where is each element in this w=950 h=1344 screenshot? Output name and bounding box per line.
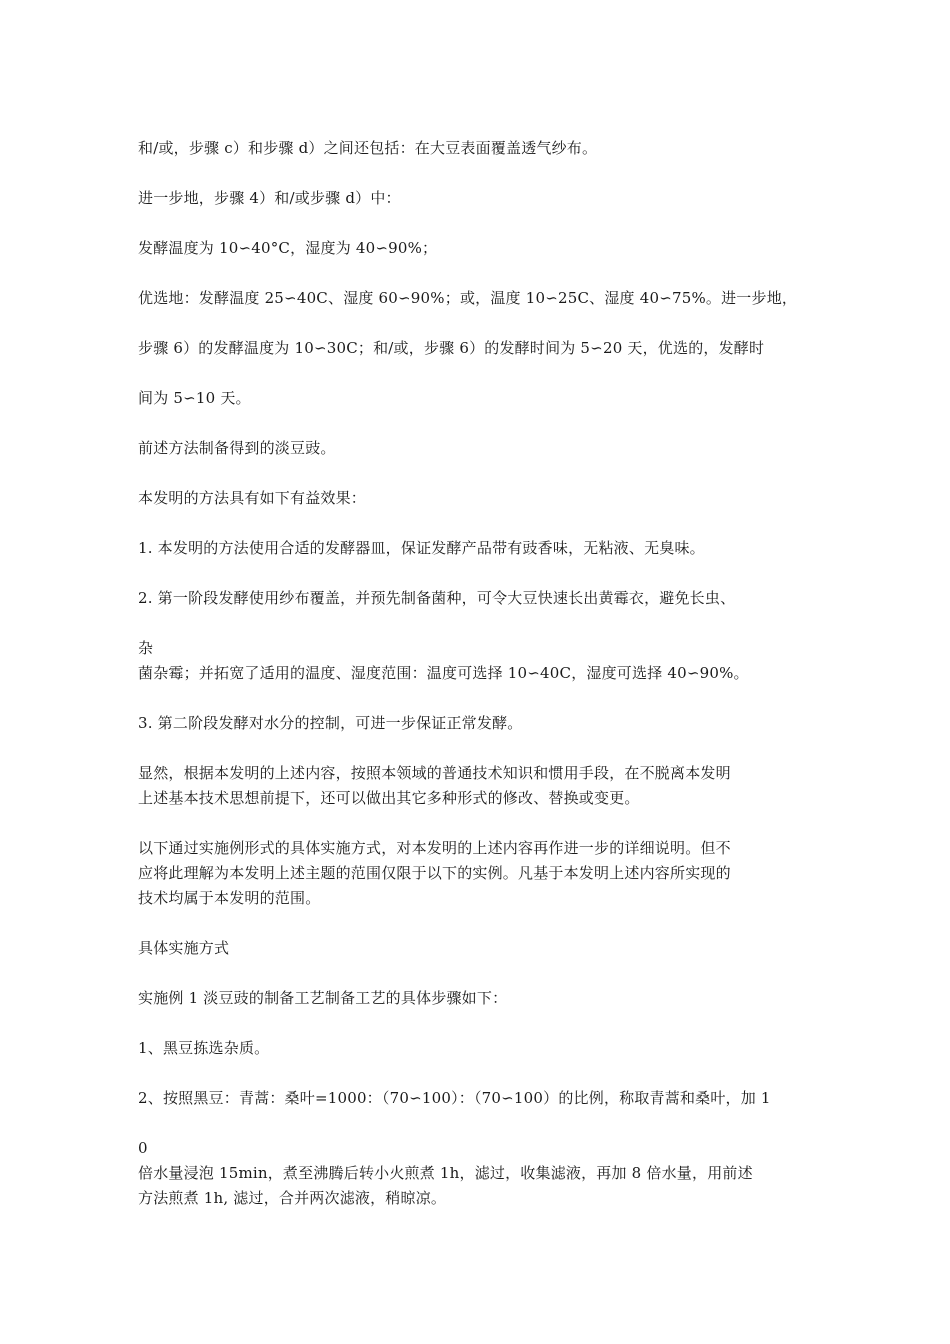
text-line: 前述方法制备得到的淡豆豉。 (138, 439, 336, 457)
text-line: 倍水量浸泡 15min，煮至沸腾后转小火煎煮 1h，滤过，收集滤液，再加 8 倍水量，用前述 (138, 1164, 753, 1182)
text-line: 进一步地，步骤 4）和/或步骤 d）中： (138, 189, 401, 207)
text-line: 上述基本技术思想前提下，还可以做出其它多种形式的修改、替换或变更。 (138, 789, 640, 807)
text-line: 技术均属于本发明的范围。 (138, 889, 321, 907)
list-item: 2. 第一阶段发酵使用纱布覆盖，并预先制备菌种，可令大豆快速长出黄霉衣，避免长虫、 (138, 589, 736, 607)
list-item: 1、黑豆拣选杂质。 (138, 1039, 270, 1057)
list-item: 1. 本发明的方法使用合适的发酵器皿，保证发酵产品带有豉香味，无粘液、无臭味。 (138, 539, 705, 557)
text-line: 杂 (138, 639, 154, 657)
text-line: 发酵温度为 10∽40°C，湿度为 40∽90%； (138, 239, 438, 257)
list-item: 3. 第二阶段发酵对水分的控制，可进一步保证正常发酵。 (138, 714, 523, 732)
text-line: 显然，根据本发明的上述内容，按照本领域的普通技术知识和惯用手段，在不脱离本发明 (138, 764, 731, 782)
text-line: 和/或，步骤 c）和步骤 d）之间还包括：在大豆表面覆盖透气纱布。 (138, 139, 598, 157)
text-line: 0 (138, 1139, 148, 1157)
text-line: 方法煎煮 1h, 滤过，合并两次滤液，稍晾凉。 (138, 1189, 447, 1207)
text-line: 应将此理解为本发明上述主题的范围仅限于以下的实例。凡基于本发明上述内容所实现的 (138, 864, 731, 882)
list-item: 2、按照黑豆：青蒿：桑叶=1000：（70∽100）：（70∽100）的比例，称取青蒿和桑叶，加 1 (138, 1089, 771, 1107)
text-line: 以下通过实施例形式的具体实施方式，对本发明的上述内容再作进一步的详细说明。但不 (138, 839, 731, 857)
text-line: 优选地：发酵温度 25∽40C、湿度 60∽90%；或，温度 10∽25C、湿度 40∽75%。进一步地， (138, 289, 798, 307)
text-line: 菌杂霉；并拓宽了适用的温度、湿度范围：温度可选择 10∽40C，湿度可选择 40∽90%。 (138, 664, 749, 682)
text-line: 本发明的方法具有如下有益效果： (138, 489, 367, 507)
text-line: 间为 5∽10 天。 (138, 389, 251, 407)
text-line: 实施例 1 淡豆豉的制备工艺制备工艺的具体步骤如下： (138, 989, 508, 1007)
section-heading: 具体实施方式 (138, 939, 230, 957)
text-line: 步骤 6）的发酵温度为 10∽30C；和/或，步骤 6）的发酵时间为 5∽20 天，优选的，发酵时 (138, 339, 765, 357)
